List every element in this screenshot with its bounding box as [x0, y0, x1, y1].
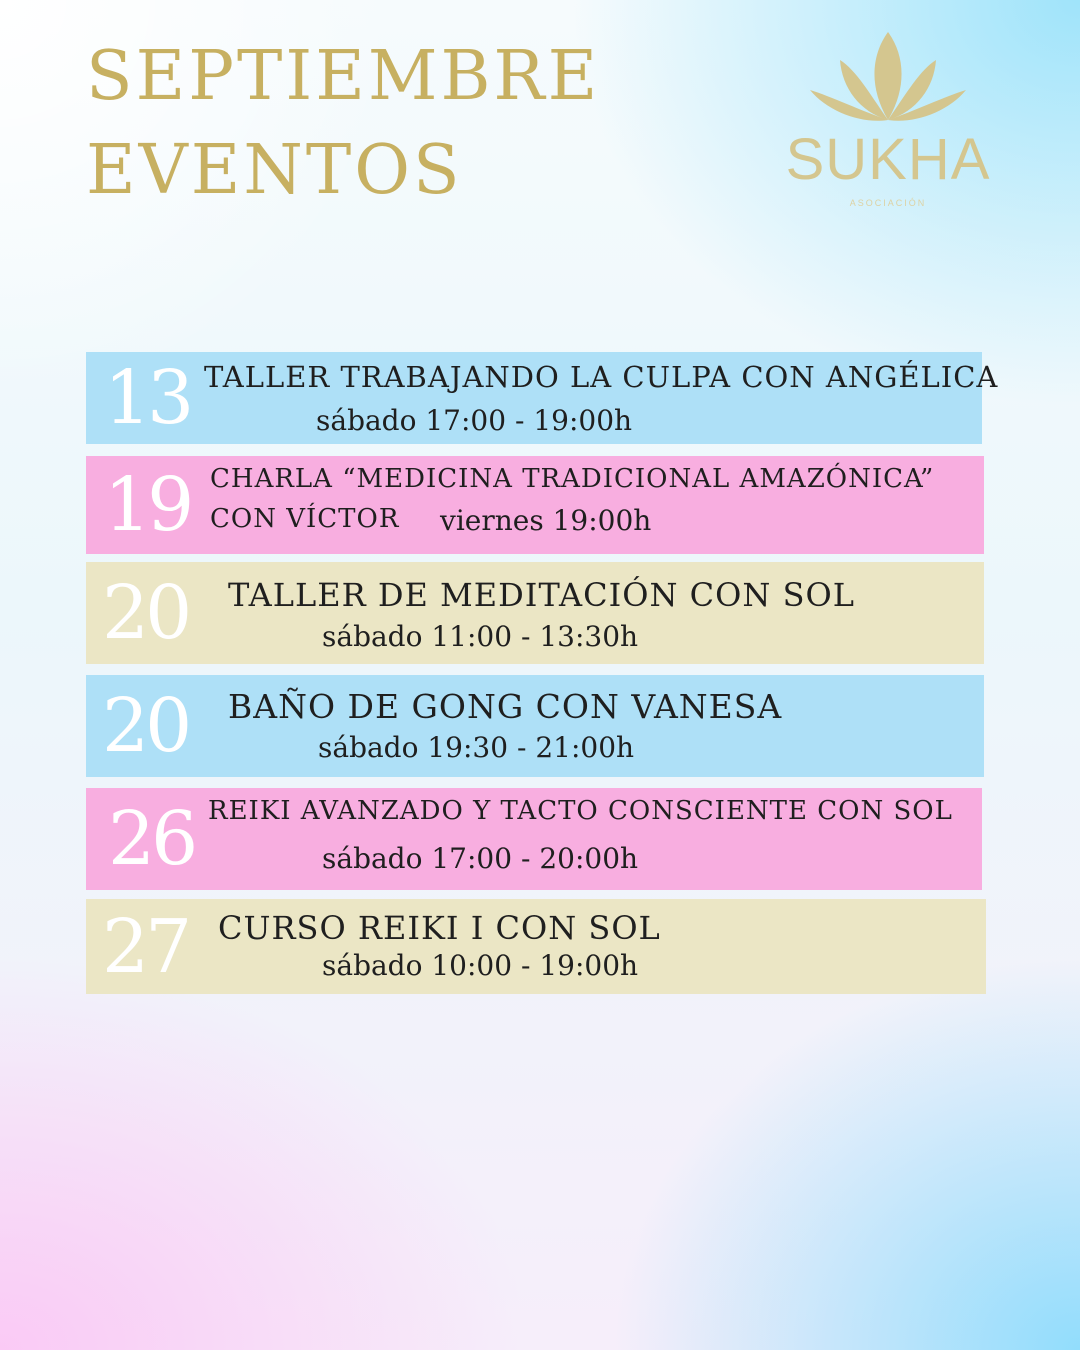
page-title [86, 30, 600, 218]
event-row [86, 352, 999, 444]
event-schedule: sábado 17:00 - 19:00h [316, 404, 633, 437]
event-row [86, 899, 986, 994]
title-line-2: EVENTOS [86, 131, 463, 210]
event-row [86, 788, 982, 890]
event-schedule: viernes 19:00h [440, 504, 652, 537]
event-title: TALLER TRABAJANDO LA CULPA CON ANGÉLICA [204, 360, 999, 394]
event-schedule: sábado 17:00 - 20:00h [322, 842, 639, 875]
event-schedule: sábado 11:00 - 13:30h [322, 620, 639, 653]
event-row [86, 675, 984, 777]
event-day: 20 [102, 570, 189, 656]
event-day: 13 [104, 355, 191, 441]
event-day: 26 [108, 796, 195, 882]
event-title: BAÑO DE GONG CON VANESA [228, 687, 783, 726]
event-schedule: sábado 10:00 - 19:00h [322, 949, 639, 982]
event-title: REIKI AVANZADO Y TACTO CONSCIENTE CON SOL [208, 796, 953, 826]
event-row [86, 456, 984, 554]
event-row [86, 562, 984, 664]
logo-subtitle: ASOCIACIÓN [849, 198, 927, 208]
event-subtitle: CON VÍCTOR [210, 504, 400, 534]
event-day: 19 [104, 462, 191, 548]
event-schedule: sábado 19:30 - 21:00h [318, 731, 635, 764]
title-line-1: SEPTIEMBRE [86, 37, 601, 116]
logo-wordmark: SUKHA [785, 127, 991, 192]
event-title: TALLER DE MEDITACIÓN CON SOL [228, 576, 855, 614]
sukha-logo [778, 30, 998, 220]
event-day: 27 [102, 903, 189, 990]
lotus-icon [808, 30, 968, 126]
event-title: CURSO REIKI I CON SOL [218, 909, 661, 947]
event-title: CHARLA “MEDICINA TRADICIONAL AMAZÓNICA” [210, 464, 935, 494]
event-day: 20 [102, 683, 189, 769]
